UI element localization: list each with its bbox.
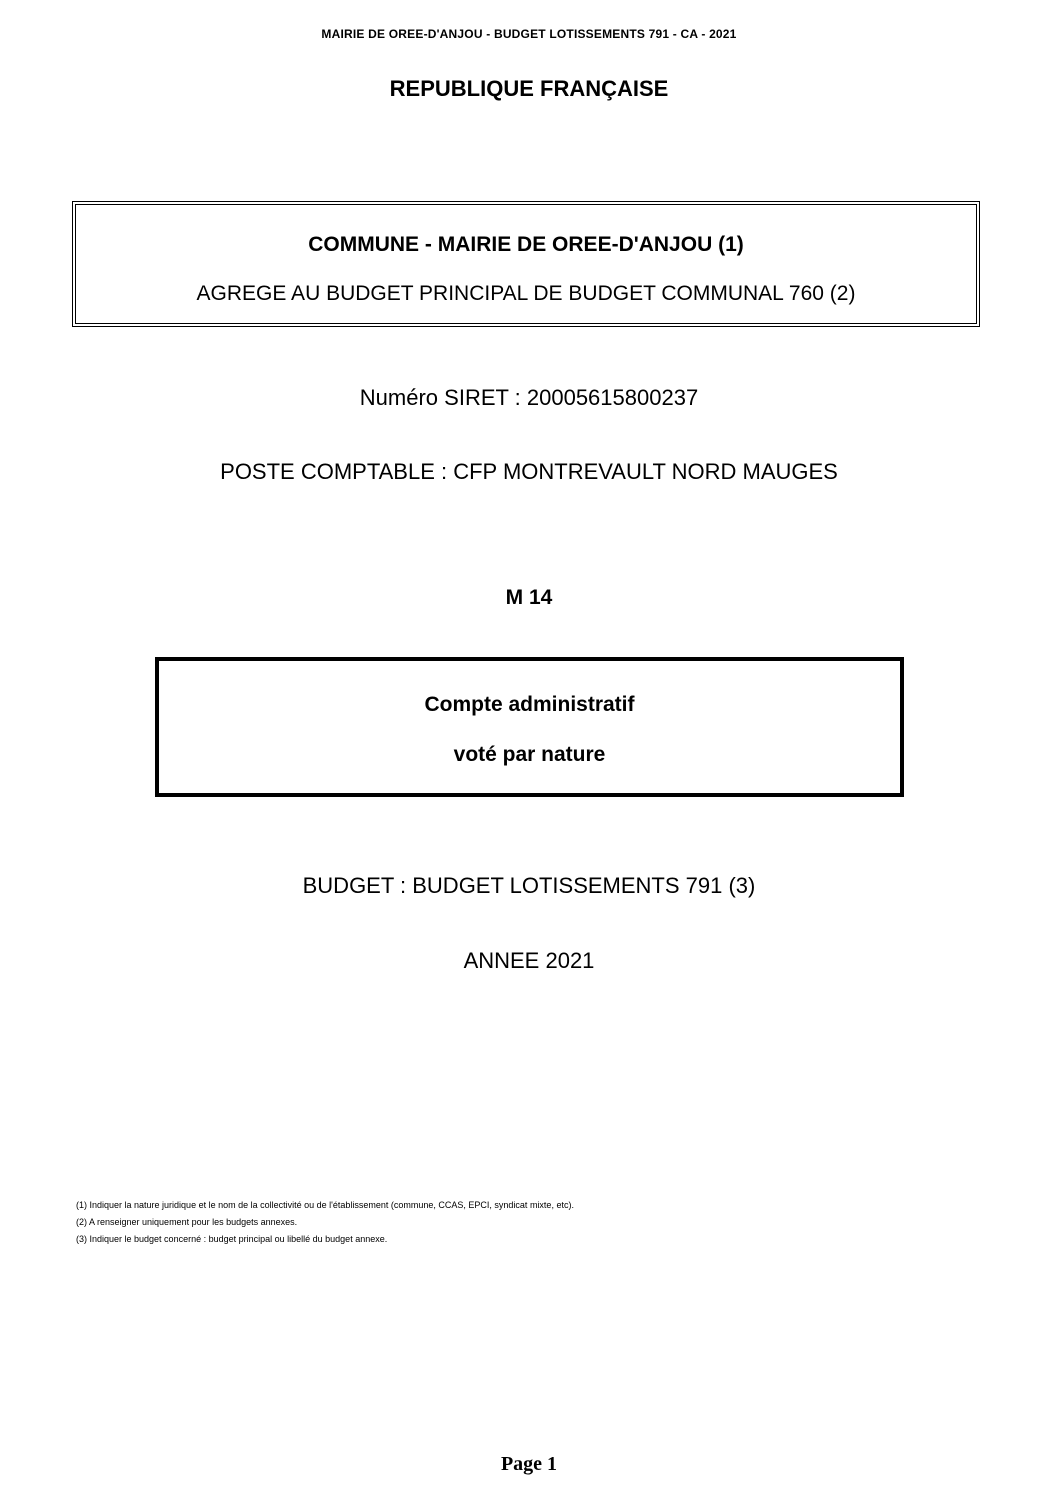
poste-comptable: POSTE COMPTABLE : CFP MONTREVAULT NORD MAUGES <box>220 459 838 484</box>
footnote: (1) Indiquer la nature juridique et le nom de la collectivité ou de l'établissement (commune, CCAS, EPCI, syndicat mixte, etc). <box>76 1200 574 1210</box>
budget-year: ANNEE 2021 <box>463 948 595 973</box>
footnote: (2) A renseigner uniquement pour les budgets annexes. <box>76 1217 298 1227</box>
entity-box <box>72 201 980 327</box>
budget-name: BUDGET : BUDGET LOTISSEMENTS 791 (3) <box>302 873 756 898</box>
siret-number: Numéro SIRET : 20005615800237 <box>359 385 699 410</box>
vote-mode: voté par nature <box>453 743 606 766</box>
nomenclature: M 14 <box>505 586 553 609</box>
footnotes <box>76 1197 574 1248</box>
footnote: (3) Indiquer le budget concerné : budget principal ou libellé du budget annexe. <box>76 1234 388 1244</box>
commune-name: COMMUNE - MAIRIE DE OREE-D'ANJOU (1) <box>308 233 744 256</box>
page-number: Page 1 <box>500 1453 558 1475</box>
document-type-box <box>155 657 904 797</box>
running-header: MAIRIE DE OREE-D'ANJOU - BUDGET LOTISSEMENTS 791 - CA - 2021 <box>321 27 737 41</box>
aggregate-budget: AGREGE AU BUDGET PRINCIPAL DE BUDGET COMMUNAL 760 (2) <box>196 282 856 305</box>
republic-title: REPUBLIQUE FRANÇAISE <box>389 76 669 101</box>
document-type: Compte administratif <box>424 693 635 716</box>
